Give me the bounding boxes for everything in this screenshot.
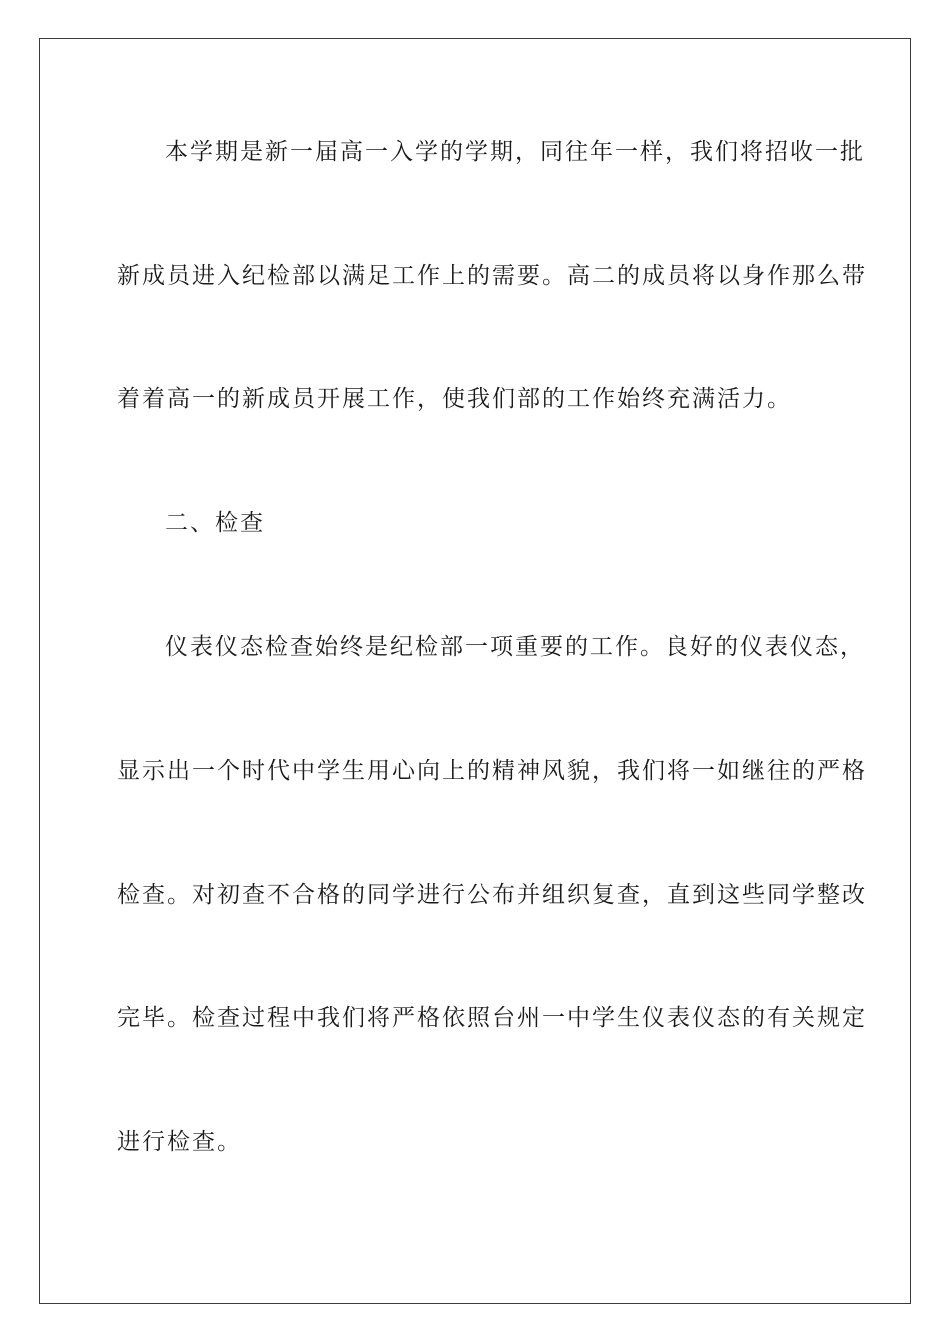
paragraph-2-line-2: 显示出一个时代中学生用心向上的精神风貌，我们将一如继往的严格: [117, 758, 867, 784]
paragraph-1-line-3: 着着高一的新成员开展工作，使我们部的工作始终充满活力。: [117, 386, 792, 412]
paragraph-2-line-3: 检查。对初查不合格的同学进行公布并组织复查，直到这些同学整改: [117, 882, 867, 908]
paragraph-2-line-5: 进行检查。: [117, 1129, 242, 1155]
section-heading: 二、检查: [165, 510, 265, 536]
paragraph-2-line-4: 完毕。检查过程中我们将严格依照台州一中学生仪表仪态的有关规定: [117, 1005, 867, 1031]
paragraph-1-line-2: 新成员进入纪检部以满足工作上的需要。高二的成员将以身作那么带: [117, 263, 867, 289]
paragraph-1-line-1: 本学期是新一届高一入学的学期，同往年一样，我们将招收一批: [165, 139, 865, 165]
paragraph-2-line-1: 仪表仪态检查始终是纪检部一项重要的工作。良好的仪表仪态，: [165, 634, 865, 660]
page-border: [39, 38, 911, 1304]
